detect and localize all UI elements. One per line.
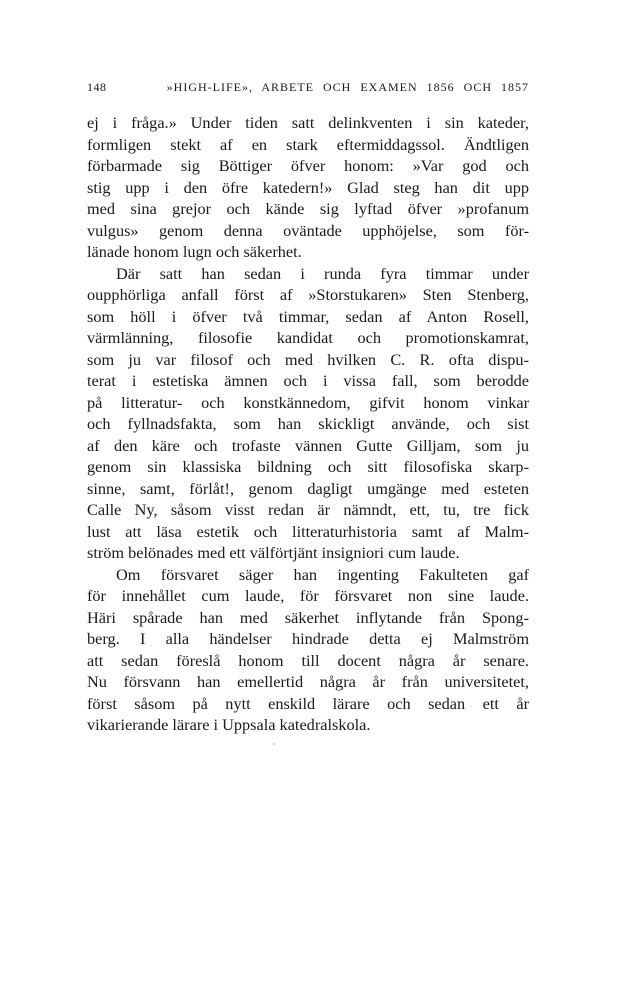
text-line: stig upp i den öfre katedern!» Glad steg han dit upp [87,177,529,197]
text-line: Om försvaret säger han ingenting Fakulteten gaf [116,564,529,584]
text-line: med sina grejor och kände sig lyftad öfver »profanum [87,199,529,218]
text-line: vulgus» genom denna oväntade upphöjelse, som för- [87,220,529,240]
text-line: berg. I alla händelser hindrade detta ej Malmström [87,629,529,648]
text-line: och fyllnadsfakta, som han skickligt använde, och sist [87,414,529,433]
text-line: för innehållet cum laude, för försvaret non sine laude. [87,586,529,605]
book-page [87,76,529,736]
paragraph [87,564,529,736]
paragraph [87,112,529,263]
text-line: Nu försvann han emellertid några år från universitetet, [87,672,529,691]
text-line: oupphörliga anfall först af »Storstukaren» Sten Stenberg, [87,285,529,304]
running-head-title: »HIGH-LIFE», ARBETE OCH EXAMEN 1856 OCH 1857 [166,80,529,94]
text-line: först såsom på nytt enskild lärare och sedan ett år [87,693,529,713]
text-line: ström belönades med ett välförtjänt insigniori cum laude. [87,543,460,562]
running-head [87,76,529,98]
text-line: Häri spårade han med säkerhet inflytande från Spong- [87,607,529,627]
text-line: att sedan föreslå honom till docent några år senare. [87,650,529,670]
text-line: sinne, samt, förlåt!, genom dagligt umgänge med esteten [87,478,529,498]
text-line: terat i estetiska ämnen och i vissa fall, som berodde [87,371,529,390]
text-line: länade honom lugn och säkerhet. [87,242,302,261]
text-line: som ju var filosof och med hvilken C. R. ofta dispu- [87,349,529,369]
text-line: Calle Ny, såsom visst redan är nämndt, ett, tu, tre fick [87,500,529,519]
text-line: som höll i öfver två timmar, sedan af Anton Rosell, [87,306,529,326]
text-line: lust att läsa estetik och litteraturhistoria samt af Malm- [87,521,529,541]
text-line: Där satt han sedan i runda fyra timmar under [116,263,529,283]
print-speck [273,743,275,745]
text-line: genom sin klassiska bildning och sitt filosofiska skarp- [87,457,529,476]
text-line: ej i fråga.» Under tiden satt delinkventen i sin kateder, [87,113,529,132]
text-line: på litteratur- och konstkännedom, gifvit honom vinkar [87,392,529,412]
text-line: värmlänning, filosofie kandidat och promotionskamrat, [87,328,529,347]
body-text [87,112,529,736]
text-line: förbarmade sig Böttiger öfver honom: »Var god och [87,156,529,175]
paragraph [87,263,529,564]
text-line: af den käre och trofaste vännen Gutte Gilljam, som ju [87,435,529,455]
page-number: 148 [87,80,107,94]
text-line: formligen stekt af en stark eftermiddagssol. Ändtligen [87,134,529,154]
text-line: vikarierande lärare i Uppsala katedralskola. [87,715,371,734]
